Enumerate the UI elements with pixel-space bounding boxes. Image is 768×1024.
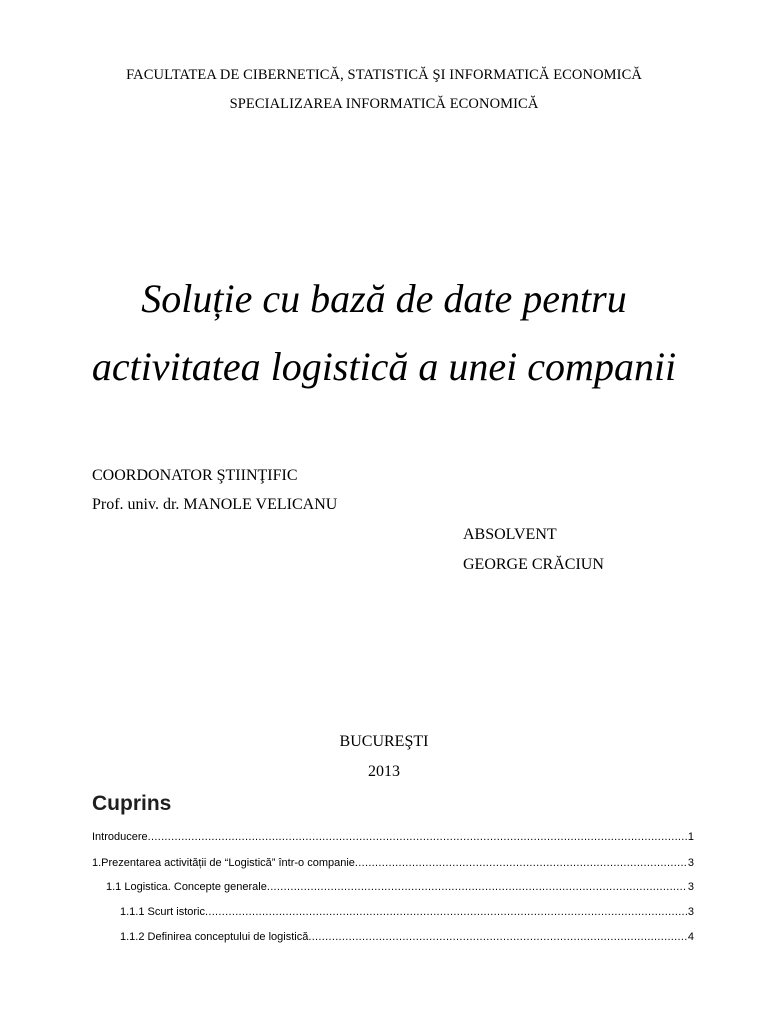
toc-entry[interactable] <box>120 905 694 919</box>
toc-entry-page: 4 <box>687 931 694 943</box>
toc-entry-label: 1.1 Logistica. Concepte generale <box>106 881 267 893</box>
faculty-name: FACULTATEA DE CIBERNETICĂ, STATISTICĂ ŞI INFORMATICĂ ECONOMICĂ <box>126 67 642 83</box>
coordinator-name: Prof. univ. dr. MANOLE VELICANU <box>92 496 338 513</box>
toc-entry-page: 3 <box>687 857 694 869</box>
toc-entry[interactable] <box>106 880 694 894</box>
toc-entry-label: 1.1.1 Scurt istoric <box>120 906 205 918</box>
city: BUCUREŞTI <box>339 733 429 750</box>
graduate-name: GEORGE CRĂCIUN <box>463 556 604 573</box>
toc-leader-dots <box>205 905 687 919</box>
toc-leader-dots <box>355 856 687 870</box>
year: 2013 <box>368 763 400 780</box>
graduate-label: ABSOLVENT <box>463 526 557 543</box>
toc-leader-dots <box>267 880 687 894</box>
specialization-name: SPECIALIZAREA INFORMATICĂ ECONOMICĂ <box>229 96 539 112</box>
thesis-title-line-1: Soluție cu bază de date pentru <box>141 276 627 321</box>
toc-entry-label: 1.Prezentarea activității de “Logistică” într-o companie <box>92 857 355 869</box>
toc-entry-page: 3 <box>687 881 694 893</box>
coordinator-label: COORDONATOR ŞTIINŢIFIC <box>92 467 298 484</box>
thesis-title-line-2: activitatea logistică a unei companii <box>91 344 677 389</box>
toc-leader-dots <box>308 930 687 944</box>
toc-entry-label: Introducere <box>92 831 148 843</box>
toc-entry-page: 3 <box>687 906 694 918</box>
toc-entry-label: 1.1.2 Definirea conceptului de logistică <box>120 931 309 943</box>
toc-leader-dots <box>148 830 687 844</box>
toc-entry-page: 1 <box>687 831 694 843</box>
toc-heading: Cuprins <box>92 792 172 815</box>
toc-entry[interactable] <box>120 930 694 944</box>
toc-entry[interactable] <box>92 856 694 870</box>
toc-entry[interactable] <box>92 830 694 844</box>
